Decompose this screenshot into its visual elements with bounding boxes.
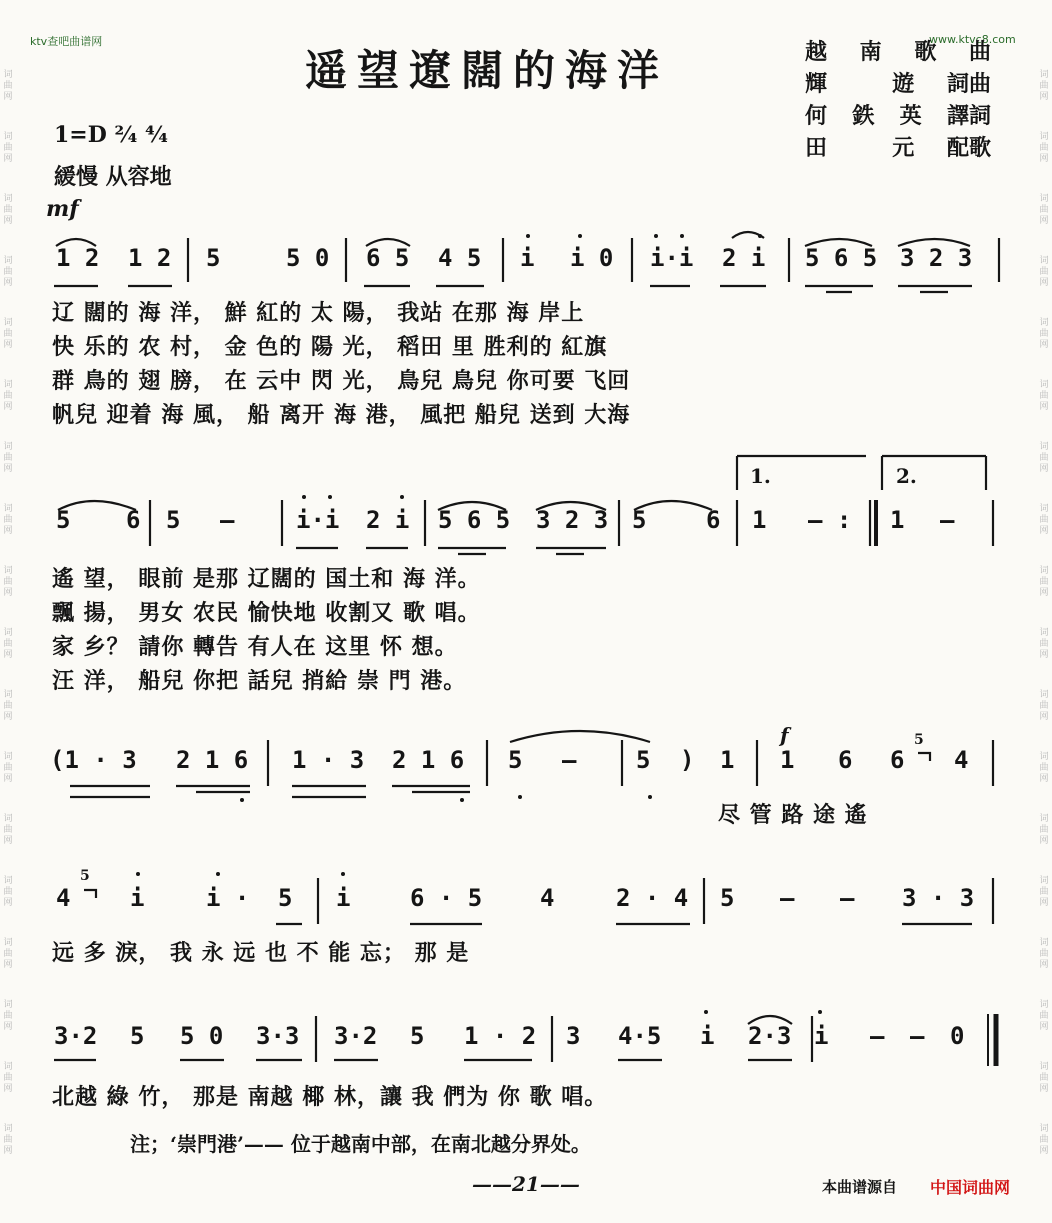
side-mark: 词 曲 网 — [1039, 318, 1049, 350]
note: 1 2 — [128, 244, 172, 272]
side-mark: 词 曲 网 — [1039, 256, 1049, 288]
side-mark: 词 曲 网 — [3, 194, 13, 226]
dynamic-mf: mf — [46, 196, 79, 222]
lyric-line: 北越 綠 竹， 那是 南越 椰 林，讓 我 們为 你 歌 唱。 — [52, 1084, 608, 1110]
note: 1 · 2 — [464, 1022, 537, 1050]
side-mark: 词 曲 网 — [1039, 628, 1049, 660]
note: 3 · 3 — [902, 884, 975, 912]
side-mark: 词 曲 网 — [1039, 442, 1049, 474]
note: i — [336, 884, 351, 912]
lyric-line: 群 鳥的 翅 膀， 在 云中 閃 光， 鳥兒 鳥兒 你可要 飞回 — [52, 368, 631, 394]
tempo-marking: 緩慢 从容地 — [54, 164, 172, 190]
note: i 0 — [570, 244, 614, 272]
note: — — [220, 506, 235, 534]
lyrics-block-3 — [718, 798, 868, 832]
lyric-line: 帆兒 迎着 海 風， 船 离开 海 港， 風把 船兒 送到 大海 — [52, 402, 631, 428]
side-mark: 词 曲 网 — [3, 566, 13, 598]
note: 2 1 6 — [176, 746, 249, 774]
credit-cell: 曲 — [968, 39, 991, 65]
lyric-line: 遙 望， 眼前 是那 辽闊的 国土和 海 洋。 — [52, 566, 481, 592]
side-mark: 词 曲 网 — [3, 256, 13, 288]
side-mark: 词 曲 网 — [1039, 876, 1049, 908]
note: — — [910, 1022, 925, 1050]
watermark-right: www.ktvc8.com — [929, 33, 1016, 46]
key-signature: 1=D ²⁄₄ ⁴⁄₄ — [54, 122, 169, 148]
side-mark: 词 曲 网 — [3, 876, 13, 908]
note: 2 i — [722, 244, 766, 272]
side-mark: 词 曲 网 — [1039, 814, 1049, 846]
note: 5 — [130, 1022, 145, 1050]
lyric-line: 辽 闊的 海 洋， 鮮 紅的 太 陽， 我站 在那 海 岸上 — [52, 300, 585, 326]
lyrics-block-1 — [52, 296, 630, 432]
note: 4 — [954, 746, 969, 774]
side-mark: 词 曲 网 — [1039, 132, 1049, 164]
note: 3 2 3 — [900, 244, 973, 272]
lyrics-block-2 — [52, 562, 481, 698]
lyrics-block-4 — [52, 936, 469, 970]
source-label: 本曲谱源自 — [822, 1178, 898, 1196]
note: 4 5 — [438, 244, 482, 272]
note: 5 — [206, 244, 221, 272]
credit-cell: 何 — [805, 103, 828, 129]
note: 3·3 — [256, 1022, 300, 1050]
side-mark: 词 曲 网 — [1039, 70, 1049, 102]
side-mark: 词 曲 网 — [3, 442, 13, 474]
note: — — [780, 884, 795, 912]
note: 3 — [566, 1022, 581, 1050]
note: 1 — [720, 746, 735, 774]
lyric-line: 快 乐的 农 村， 金 色的 陽 光， 稻田 里 胜利的 紅旗 — [52, 334, 608, 360]
side-mark: 词 曲 网 — [3, 70, 13, 102]
credit-cell: 英 — [899, 103, 922, 129]
note: 1 · 3 — [292, 746, 365, 774]
note: i·i — [650, 244, 694, 272]
credit-cell: 田 — [805, 135, 828, 161]
note: 5 — [56, 506, 71, 534]
note: 4·5 — [618, 1022, 662, 1050]
credit-cell: 詞曲 — [946, 71, 991, 97]
grace-note-line4: 5 — [80, 868, 90, 884]
note: 2 i — [366, 506, 410, 534]
side-mark: 词 曲 网 — [3, 690, 13, 722]
note: 6 — [890, 746, 905, 774]
side-mark: 词 曲 网 — [3, 628, 13, 660]
credit-cell: 配歌 — [946, 135, 991, 161]
side-mark: 词 曲 网 — [3, 380, 13, 412]
note: 3·2 — [334, 1022, 378, 1050]
credit-cell: 南 — [859, 39, 882, 65]
source-name: 中国词曲网 — [930, 1178, 1011, 1197]
note: 3·2 — [54, 1022, 98, 1050]
note: 2·3 — [748, 1022, 792, 1050]
note: — — [840, 884, 855, 912]
side-mark: 词 曲 网 — [3, 1000, 13, 1032]
note: 2 1 6 — [392, 746, 465, 774]
page-number: ——21—— — [472, 1172, 580, 1196]
note: 6 5 — [366, 244, 410, 272]
side-mark: 词 曲 网 — [1039, 504, 1049, 536]
lyric-line: 飄 揚， 男女 农民 愉快地 收割又 歌 唱。 — [52, 600, 481, 626]
note: 1 — [780, 746, 795, 774]
side-mark: 词 曲 网 — [1039, 380, 1049, 412]
credit-cell: 越 — [805, 39, 828, 65]
credit-cell: 輝 — [805, 71, 828, 97]
lyric-line: 远 多 淚， 我 永 远 也 不 能 忘； 那 是 — [52, 940, 470, 966]
note: 3 2 3 — [536, 506, 609, 534]
note: — — [940, 506, 955, 534]
note: 5 6 5 — [438, 506, 511, 534]
side-mark: 词 曲 网 — [3, 814, 13, 846]
note: 5 — [508, 746, 523, 774]
volta-1: 1. — [750, 464, 771, 488]
volta-2: 2. — [896, 464, 917, 488]
note: 1 2 — [56, 244, 100, 272]
note: 5 — [720, 884, 735, 912]
credit-cell: 遊 — [892, 71, 915, 97]
lyrics-block-5 — [52, 1080, 607, 1114]
side-mark: 词 曲 网 — [3, 132, 13, 164]
credit-cell: 元 — [892, 135, 915, 161]
grace-note-line3: 5 — [914, 732, 924, 748]
side-mark: 词 曲 网 — [3, 1124, 13, 1156]
lyric-line: 尽 管 路 途 遙 — [718, 802, 868, 828]
note: i — [700, 1022, 715, 1050]
side-mark: 词 曲 网 — [1039, 566, 1049, 598]
note: 6 · 5 — [410, 884, 483, 912]
side-mark: 词 曲 网 — [1039, 1062, 1049, 1094]
note: i · — [206, 884, 250, 912]
note: — — [562, 746, 577, 774]
note: 1 — [752, 506, 767, 534]
note: — — [870, 1022, 885, 1050]
side-mark: 词 曲 网 — [3, 318, 13, 350]
dynamic-f: f — [780, 723, 789, 747]
note: 6 — [706, 506, 721, 534]
credit-cell: 鉄 — [852, 103, 875, 129]
side-mark: 词 曲 网 — [3, 938, 13, 970]
note: 0 — [950, 1022, 965, 1050]
credit-cell: 譯詞 — [946, 103, 991, 129]
note: 2 · 4 — [616, 884, 689, 912]
side-mark: 词 曲 网 — [1039, 1000, 1049, 1032]
note: 5 6 5 — [805, 244, 878, 272]
note: i — [520, 244, 535, 272]
note: 6 — [838, 746, 853, 774]
note: 5 — [410, 1022, 425, 1050]
note: 5 — [166, 506, 181, 534]
note: 1 — [890, 506, 905, 534]
note: — : — [808, 506, 852, 534]
watermark-left: ktv查吧曲谱网 — [30, 35, 103, 48]
footnote: 注；‘崇門港’—— 位于越南中部，在南北越分界处。 — [130, 1132, 591, 1156]
lyric-line: 汪 洋， 船兒 你把 話兒 捎給 崇 門 港。 — [52, 668, 467, 694]
side-mark: 词 曲 网 — [1039, 690, 1049, 722]
note: ) — [680, 746, 695, 774]
note: i — [130, 884, 145, 912]
note: i — [814, 1022, 829, 1050]
side-mark: 词 曲 网 — [3, 504, 13, 536]
note: 6 — [126, 506, 141, 534]
note: 5 0 — [286, 244, 330, 272]
lyric-line: 家 乡？ 請你 轉告 有人在 这里 怀 想。 — [52, 634, 458, 660]
song-title: 遥望遼闊的海洋 — [305, 46, 670, 95]
side-mark: 词 曲 网 — [1039, 752, 1049, 784]
note: 5 0 — [180, 1022, 224, 1050]
note: 4 — [56, 884, 71, 912]
note: 5 — [632, 506, 647, 534]
credit-cell: 歌 — [914, 39, 937, 65]
note: 5 — [636, 746, 651, 774]
side-mark: 词 曲 网 — [3, 752, 13, 784]
note: i·i — [296, 506, 340, 534]
side-mark: 词 曲 网 — [3, 1062, 13, 1094]
side-mark: 词 曲 网 — [1039, 1124, 1049, 1156]
note: 5 — [278, 884, 293, 912]
note: 4 — [540, 884, 555, 912]
note: (1 · 3 — [50, 746, 137, 774]
side-mark: 词 曲 网 — [1039, 194, 1049, 226]
side-mark: 词 曲 网 — [1039, 938, 1049, 970]
